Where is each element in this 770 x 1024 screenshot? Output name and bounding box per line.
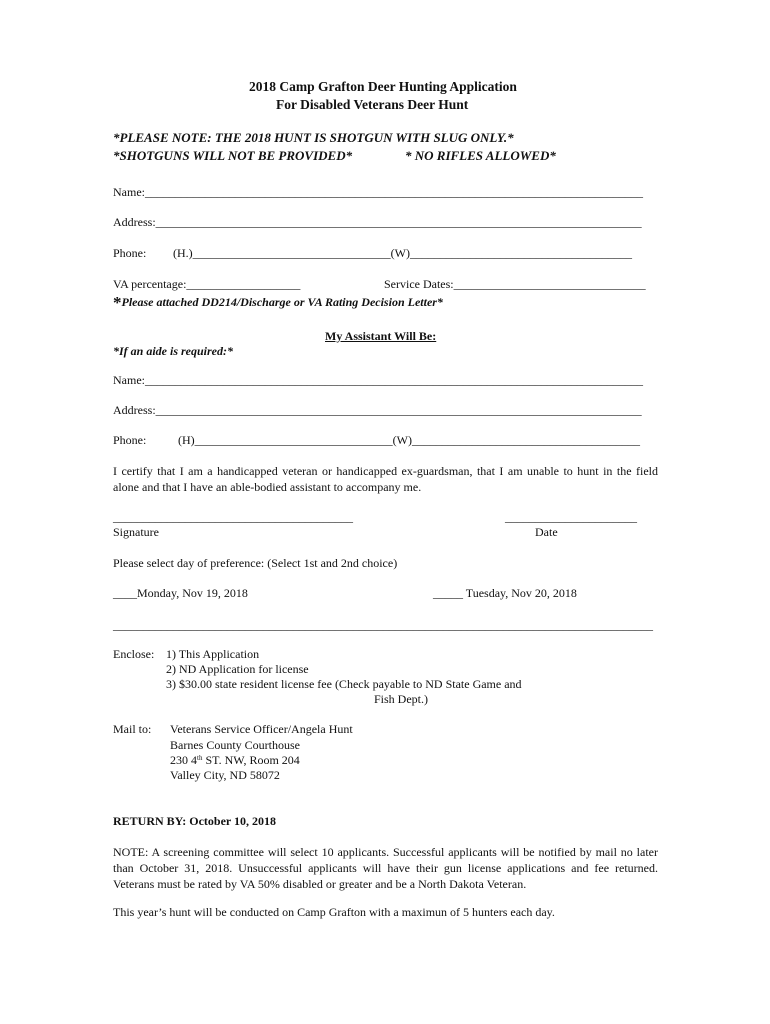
street-rest: ST. NW, Room 204	[202, 753, 300, 767]
mail-address-line-3	[170, 753, 300, 767]
assistant-address-field[interactable]: Address:_________________________________________________________________________________	[113, 403, 642, 417]
assistant-name-field[interactable]: Name:___________________________________________________________________________________	[113, 373, 643, 387]
enclose-label: Enclose:	[113, 647, 155, 661]
aide-note: *If an aide is required:*	[113, 344, 233, 358]
applicant-address-field[interactable]: Address:_________________________________________________________________________________	[113, 215, 642, 229]
enclose-item-2: 2) ND Application for license	[166, 662, 309, 676]
form-subtitle: For Disabled Veterans Deer Hunt	[276, 97, 469, 112]
screening-note: NOTE: A screening committee will select 10 applicants. Successful applicants will be notified by mail no later than October 31, 2018. Unsuccessful applicants will have their gun license applications and fee returned. Veterans must be rated by VA 50% disabled or greater and be a North Dakota Veteran.	[113, 845, 658, 891]
day-preference-prompt: Please select day of preference: (Select 1st and 2nd choice)	[113, 556, 398, 570]
mail-address-line-2: Barnes County Courthouse	[170, 738, 300, 752]
signature-label: Signature	[113, 525, 159, 539]
enclose-item-1: 1) This Application	[166, 647, 260, 661]
notice-no-shotguns: *SHOTGUNS WILL NOT BE PROVIDED*	[113, 148, 353, 163]
enclose-item-3-continued: Fish Dept.)	[374, 692, 428, 706]
ordinal-suffix: th	[197, 754, 203, 762]
return-by-deadline: RETURN BY: October 10, 2018	[113, 814, 277, 828]
date-line[interactable]: ______________________	[505, 510, 637, 524]
street-number: 230 4	[170, 753, 197, 767]
enclose-item-3: 3) $30.00 state resident license fee (Check payable to ND State Game and	[166, 677, 522, 691]
date-label: Date	[535, 525, 558, 539]
assistant-phone-field[interactable]: (H)_________________________________(W)______________________________________	[178, 433, 640, 447]
dd214-instruction	[113, 295, 443, 310]
tuesday-choice[interactable]: _____ Tuesday, Nov 20, 2018	[433, 586, 577, 600]
assistant-heading: My Assistant Will Be:	[325, 329, 437, 343]
asterisk-mark: *	[113, 293, 122, 312]
mail-address-line-1: Veterans Service Officer/Angela Hunt	[170, 722, 353, 736]
closing-statement: This year’s hunt will be conducted on Camp Grafton with a maximun of 5 hunters each day.	[113, 905, 555, 919]
service-dates-field[interactable]: Service Dates:________________________________	[384, 277, 646, 291]
applicant-phone-label: Phone:	[113, 246, 147, 260]
va-percentage-field[interactable]: VA percentage:___________________	[113, 277, 301, 291]
mail-address-line-4: Valley City, ND 58072	[170, 768, 280, 782]
notice-shotgun-slug: *PLEASE NOTE: THE 2018 HUNT IS SHOTGUN WITH SLUG ONLY.*	[113, 130, 514, 145]
mail-to-label: Mail to:	[113, 722, 152, 736]
monday-choice[interactable]: ____Monday, Nov 19, 2018	[113, 586, 248, 600]
signature-line[interactable]: ________________________________________	[113, 510, 353, 524]
applicant-phone-field[interactable]: (H.)_________________________________(W)_____________________________________	[173, 246, 632, 260]
applicant-name-field[interactable]: Name:___________________________________________________________________________________	[113, 185, 643, 199]
section-divider: __________________________________________________________________________________________	[113, 618, 653, 632]
dd214-text: Please attached DD214/Discharge or VA Rating Decision Letter*	[121, 295, 443, 309]
assistant-phone-label: Phone:	[113, 433, 147, 447]
form-title: 2018 Camp Grafton Deer Hunting Application	[249, 79, 517, 94]
certification-text: I certify that I am a handicapped veteran or handicapped ex-guardsman, that I am unable to hunt in the field alone and that I have an able-bodied assistant to accompany me.	[113, 464, 658, 494]
notice-no-rifles: * NO RIFLES ALLOWED*	[405, 148, 556, 163]
